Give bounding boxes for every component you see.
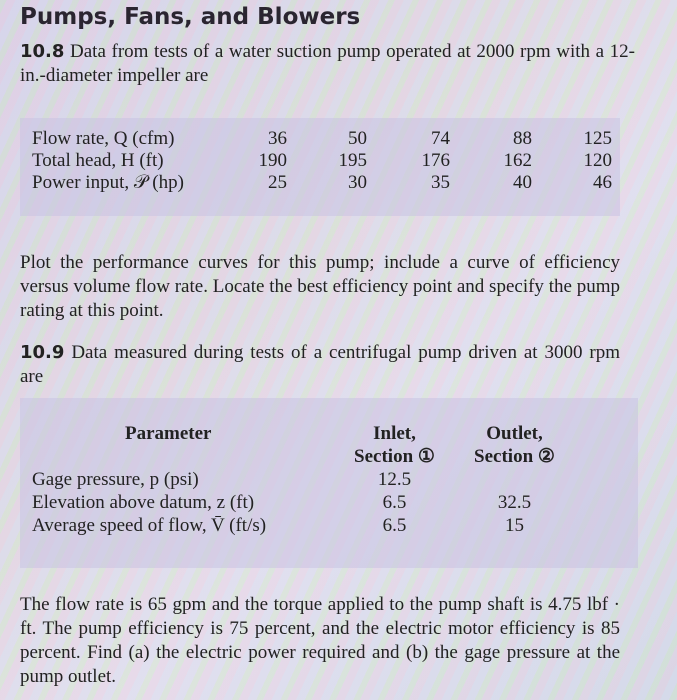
- table-cell: 125: [583, 128, 612, 149]
- table-10-8-box: [20, 118, 620, 216]
- pump-measurement-table: [20, 422, 572, 537]
- section-title: Pumps, Fans, and Blowers: [20, 4, 361, 30]
- problem-10-9-intro: [20, 341, 620, 389]
- table-cell: 6.5: [382, 492, 407, 513]
- problem-10-8-task: Plot the performance curves for this pump; include a curve of efficiency versus volume flow rate. Locate the best efficiency point and specify the pump rating at this point.: [20, 252, 620, 321]
- column-header-parameter: Parameter: [125, 423, 212, 444]
- table-cell: 88: [513, 128, 532, 149]
- outlet-header-line2: Section ②: [474, 446, 555, 467]
- table-cell: 120: [583, 150, 612, 171]
- row-label: Total head, H (ft): [32, 150, 164, 171]
- row-label: Flow rate, Q (cfm): [32, 128, 175, 149]
- problem-10-8-intro: [20, 40, 635, 88]
- table-row: [20, 172, 612, 194]
- table-cell: 162: [503, 150, 532, 171]
- problem-intro-text: Data from tests of a water suction pump operated at 2000 rpm with a 12-in.-diameter impeller are: [20, 41, 635, 86]
- row-label: Gage pressure, p (psi): [32, 469, 199, 490]
- row-label: Average speed of flow, V̄ (ft/s): [32, 515, 267, 536]
- table-row: [20, 128, 612, 150]
- table-cell: 25: [268, 172, 287, 193]
- table-cell: 15: [505, 515, 524, 536]
- table-cell: 36: [268, 128, 287, 149]
- inlet-header-line2: Section ①: [354, 446, 435, 467]
- table-cell: 12.5: [377, 469, 412, 490]
- table-row: [20, 468, 572, 491]
- problem-intro-text: Data measured during tests of a centrifugal pump driven at 3000 rpm are: [20, 342, 620, 387]
- outlet-header-line1: Outlet,: [486, 423, 543, 444]
- problem-number: 10.9: [20, 342, 65, 363]
- table-cell: 35: [431, 172, 450, 193]
- pump-test-table: [20, 128, 612, 194]
- column-header-outlet: [457, 422, 572, 468]
- table-cell: 32.5: [497, 492, 532, 513]
- table-row: [20, 514, 572, 537]
- table-cell: [457, 468, 572, 491]
- table-header-row: [20, 422, 572, 468]
- table-row: [20, 150, 612, 172]
- table-cell: 74: [431, 128, 450, 149]
- row-label: Power input, 𝒫 (hp): [32, 172, 184, 193]
- table-cell: 176: [421, 150, 450, 171]
- column-header-inlet: [332, 422, 457, 468]
- table-cell: 46: [593, 172, 612, 193]
- problem-10-9-task: The flow rate is 65 gpm and the torque applied to the pump shaft is 4.75 lbf · ft. The pump efficiency is 75 percent, and the electric motor efficiency is 85 percent. Find (a) the electric power required and (b) the gage pressure at the pump outlet.: [20, 594, 620, 687]
- inlet-header-line1: Inlet,: [373, 423, 416, 444]
- table-cell: 190: [258, 150, 287, 171]
- table-cell: 195: [338, 150, 367, 171]
- table-cell: 6.5: [382, 515, 407, 536]
- table-row: [20, 491, 572, 514]
- table-cell: 40: [513, 172, 532, 193]
- problem-number: 10.8: [20, 41, 65, 62]
- table-cell: 30: [348, 172, 367, 193]
- table-10-9-box: [20, 398, 638, 568]
- row-label: Elevation above datum, z (ft): [32, 492, 255, 513]
- table-cell: 50: [348, 128, 367, 149]
